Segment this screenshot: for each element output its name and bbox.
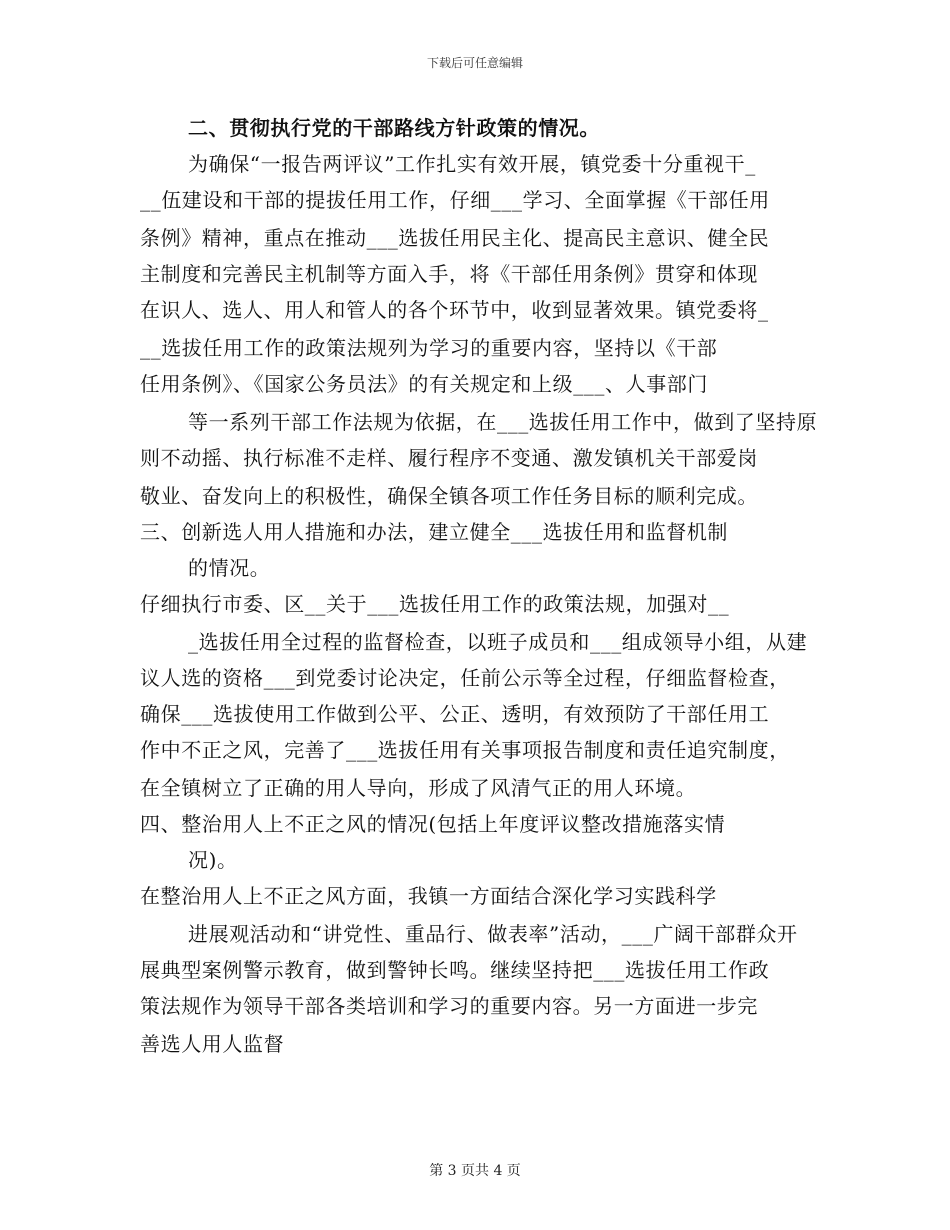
paragraph-line: 敬业、奋发向上的积极性，确保全镇各项工作任务目标的顺利完成。 — [140, 484, 758, 508]
page-header-note: 下载后可任意编辑 — [426, 56, 523, 70]
paragraph-line: __选拔任用工作的政策法规列为学习的重要内容，坚持以《干部 — [140, 336, 718, 360]
paragraph-line: __伍建设和干部的提拔任用工作，仔细___学习、全面掌握《干部任用 — [140, 188, 770, 212]
paragraph-line: 善选人用人监督 — [140, 1032, 285, 1056]
page-number: 第 3 页共 4 页 — [429, 1163, 521, 1179]
paragraph-line: 确保___选拔使用工作做到公平、公正、透明，有效预防了干部任用工 — [140, 702, 770, 726]
section-heading-3: 的情况。 — [188, 556, 271, 580]
section-heading-2: 二、贯彻执行党的干部路线方针政策的情况。 — [188, 116, 600, 140]
section-heading-4-cont: 在整治用人上不正之风方面，我镇一方面结合深化学习实践科学 — [140, 884, 717, 908]
paragraph-line: 进展观活动和“讲党性、重品行、做表率”活动，___广阔干部群众开 — [188, 922, 798, 946]
section-heading-3-cont: 仔细执行市委、区__关于___选拔任用工作的政策法规，加强对__ — [140, 592, 730, 616]
section-heading-4: 况)。 — [188, 848, 238, 872]
paragraph-line: _选拔任用全过程的监督检查，以班子成员和___组成领导小组，从建 — [188, 630, 808, 654]
paragraph-line: 展典型案例警示教育，做到警钟长鸣。继续坚持把___选拔任用工作政 — [140, 958, 770, 982]
paragraph-line: 在全镇树立了正确的用人导向，形成了风清气正的用人环境。 — [140, 776, 697, 800]
paragraph-line: 主制度和完善民主机制等方面入手，将《干部任用条例》贯穿和体现 — [140, 262, 758, 286]
paragraph-line: 议人选的资格___到党委讨论决定，任前公示等全过程，仔细监督检查， — [140, 666, 790, 690]
paragraph-line: 三、创新选人用人措施和办法，建立健全___选拔任用和监督机制 — [140, 520, 728, 544]
paragraph-line: 则不动摇、执行标准不走样、履行程序不变通、激发镇机关干部爱岗 — [140, 446, 758, 470]
paragraph-line: 等一系列干部工作法规为依据，在___选拔任用工作中，做到了坚持原 — [188, 410, 818, 434]
paragraph-line: 四、整治用人上不正之风的情况(包括上年度评议整改措施落实情 — [140, 812, 726, 836]
paragraph-line: 任用条例》、《国家公务员法》的有关规定和上级___、人事部门 — [140, 372, 708, 396]
paragraph-line: 条例》精神，重点在推动___选拔任用民主化、提高民主意识、健全民 — [140, 226, 770, 250]
paragraph-line: 在识人、选人、用人和管人的各个环节中，收到显著效果。镇党委将_ — [140, 298, 769, 322]
paragraph-line: 策法规作为领导干部各类培训和学习的重要内容。另一方面进一步完 — [140, 994, 758, 1018]
paragraph-line: 作中不正之风，完善了___选拔任用有关事项报告制度和责任追究制度， — [140, 738, 790, 762]
paragraph-line: 为确保“一报告两评议”工作扎实有效开展，镇党委十分重视干_ — [188, 152, 756, 176]
